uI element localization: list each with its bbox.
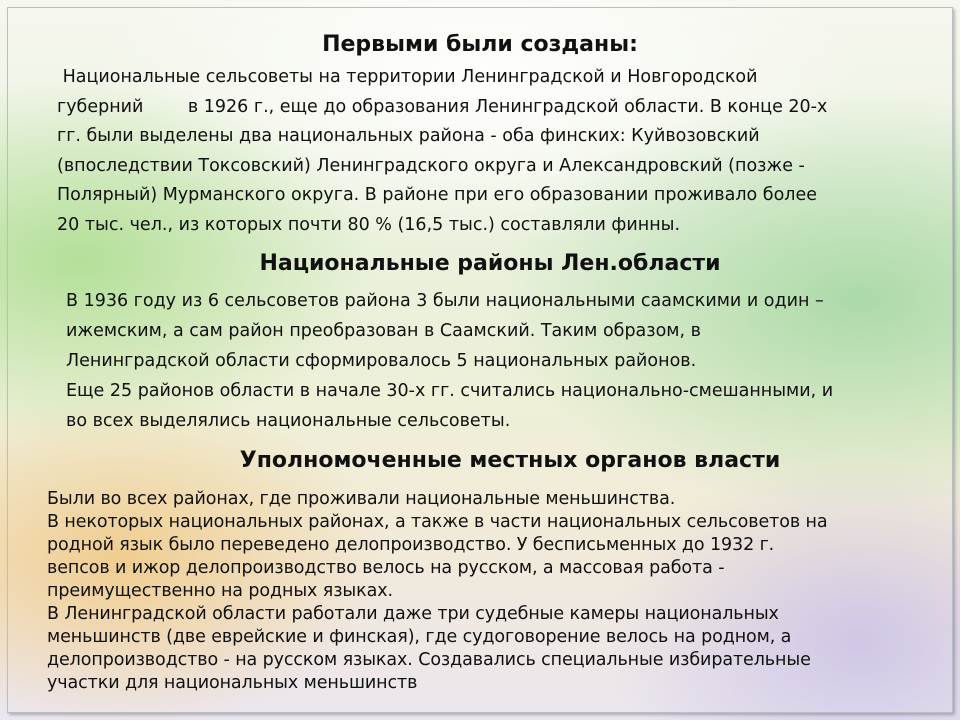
section1-line: гг. были выделены два национальных района - оба финских: Куйвозовский: [57, 126, 760, 146]
section2-line: ижемским, а сам район преобразован в Саамский. Таким образом, в: [66, 321, 701, 341]
section2-line: Еще 25 районов области в начале 30-х гг. считались национально-смешанными, и: [66, 381, 834, 401]
section3-line: вепсов и ижор делопроизводство велось на русском, а массовая работа -: [47, 558, 725, 578]
section1-line: Полярный) Мурманского округа. В районе при его образовании проживало более: [57, 185, 817, 205]
section3-line: преимущественно на родных языках.: [47, 581, 393, 601]
section3-line: В Ленинградской области работали даже три судебные камеры национальных: [47, 604, 779, 624]
section3-line: Были во всех районах, где проживали национальные меньшинства.: [47, 489, 676, 509]
section1-text: [57, 63, 917, 240]
section3-text: [47, 488, 927, 695]
section2-line: В 1936 году из 6 сельсоветов района 3 были национальными саамскими и один –: [66, 291, 824, 311]
section1-line: 20 тыс. чел., из которых почти 80 % (16,5 тыс.) составляли финны.: [57, 214, 681, 235]
section2-line: Ленинградской области сформировалось 5 национальных районов.: [66, 351, 697, 371]
section1-title: Первыми были созданы:: [322, 32, 638, 57]
section1-line: (впоследствии Токсовский) Ленинградского округа и Александровский (позже -: [57, 155, 805, 176]
section3-line: участки для национальных меньшинств: [47, 673, 418, 693]
section3-line: родной язык было переведено делопроизводство. У бесписьменных до 1932 г.: [47, 535, 775, 555]
section3-title: Уполномоченные местных органов власти: [239, 448, 781, 473]
section1-line: Национальные сельсоветы на территории Ленинградской и Новгородской: [57, 67, 758, 87]
section2-title: Национальные районы Лен.области: [259, 251, 721, 276]
section3-line: делопроизводство - на русском языках. Создавались специальные избирательные: [47, 650, 811, 670]
section1-line: губерний в 1926 г., еще до образования Ленинградской области. В конце 20-х: [57, 96, 828, 117]
section2-text: [66, 286, 926, 436]
section3-line: меньшинств (две еврейские и финская), где судоговорение велось на родном, а: [47, 627, 792, 647]
section3-line: В некоторых национальных районах, а также в части национальных сельсоветов на: [47, 512, 828, 532]
section2-line: во всех выделялись национальные сельсоветы.: [66, 411, 511, 431]
